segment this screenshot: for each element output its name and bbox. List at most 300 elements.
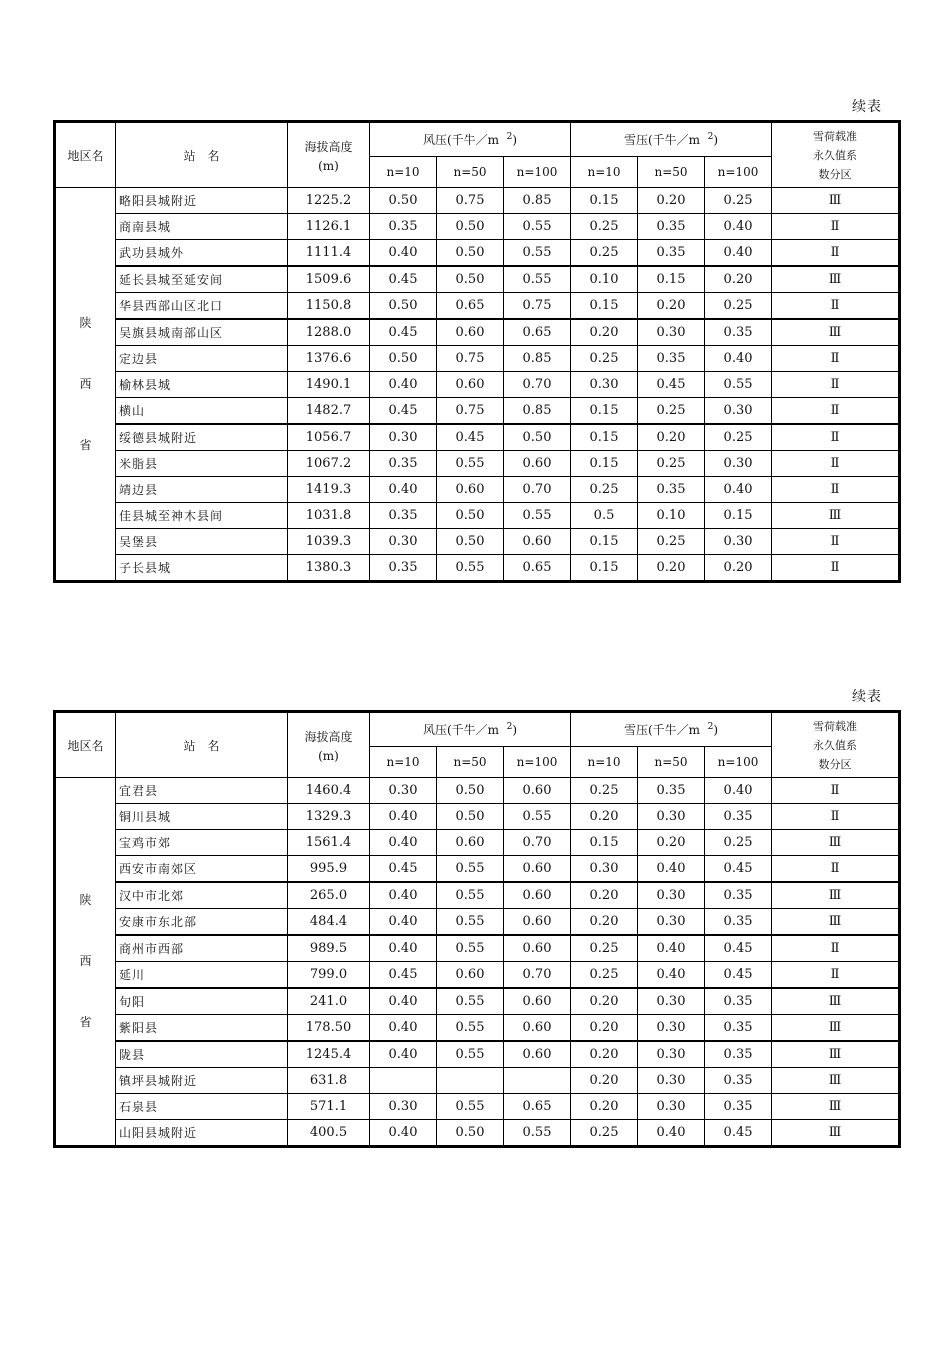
table-row	[55, 882, 900, 909]
wind-10-value: 0.35	[370, 503, 437, 529]
wind-50-value: 0.55	[437, 1041, 504, 1068]
snow-zone-value: Ⅱ	[772, 804, 900, 830]
table-row	[55, 372, 900, 398]
wind-100-value: 0.60	[504, 882, 571, 909]
header-wind-label: 风压(千牛／m	[422, 133, 499, 147]
snow-zone-value: Ⅲ	[772, 830, 900, 856]
header-snow-sup: 2	[707, 722, 714, 732]
table-row	[55, 424, 900, 451]
wind-50-value: 0.55	[437, 882, 504, 909]
snow-10-value: 0.15	[571, 451, 638, 477]
snow-zone-value: Ⅱ	[772, 293, 900, 320]
header-altitude	[288, 712, 370, 778]
table-row	[55, 962, 900, 989]
table-row	[55, 293, 900, 320]
header-region: 地区名	[55, 712, 116, 778]
station-name: 镇坪县城附近	[116, 1068, 288, 1094]
station-name: 陇县	[116, 1041, 288, 1068]
snow-10-value: 0.25	[571, 477, 638, 503]
station-name: 商南县城	[116, 214, 288, 240]
wind-50-value: 0.55	[437, 988, 504, 1015]
header-row	[55, 712, 900, 747]
snow-zone-value: Ⅱ	[772, 451, 900, 477]
snow-50-value: 0.30	[638, 1068, 705, 1094]
wind-100-value: 0.60	[504, 529, 571, 555]
wind-100-value: 0.75	[504, 293, 571, 320]
wind-50-value: 0.75	[437, 188, 504, 214]
snow-50-value: 0.30	[638, 882, 705, 909]
wind-10-value: 0.45	[370, 398, 437, 425]
wind-100-value: 0.60	[504, 451, 571, 477]
station-name: 延川	[116, 962, 288, 989]
snow-10-value: 0.20	[571, 988, 638, 1015]
header-wind-n100: n=100	[504, 747, 571, 778]
header-snow-n10: n=10	[571, 157, 638, 188]
snow-10-value: 0.20	[571, 1015, 638, 1042]
station-name: 铜川县城	[116, 804, 288, 830]
wind-50-value: 0.50	[437, 503, 504, 529]
snow-50-value: 0.25	[638, 398, 705, 425]
wind-10-value: 0.40	[370, 830, 437, 856]
wind-10-value: 0.45	[370, 266, 437, 293]
header-snow-group	[571, 122, 772, 157]
snow-10-value: 0.20	[571, 1068, 638, 1094]
snow-50-value: 0.30	[638, 319, 705, 346]
wind-10-value: 0.40	[370, 882, 437, 909]
snow-zone-value: Ⅱ	[772, 372, 900, 398]
snow-100-value: 0.20	[705, 266, 772, 293]
header-snow-zone	[772, 122, 900, 188]
header-wind-n100: n=100	[504, 157, 571, 188]
snow-zone-value: Ⅱ	[772, 962, 900, 989]
header-wind-paren: )	[512, 133, 518, 147]
wind-10-value: 0.45	[370, 962, 437, 989]
header-altitude-unit: (m)	[318, 158, 339, 173]
table-tag-continued: 续表	[852, 99, 882, 115]
wind-100-value: 0.60	[504, 1015, 571, 1042]
station-name: 宜君县	[116, 778, 288, 804]
wind-100-value: 0.85	[504, 398, 571, 425]
wind-100-value: 0.60	[504, 909, 571, 936]
snow-zone-value: Ⅲ	[772, 882, 900, 909]
table-row	[55, 988, 900, 1015]
header-altitude-unit: (m)	[318, 748, 339, 763]
altitude-value: 1111.4	[288, 240, 370, 267]
snow-10-value: 0.25	[571, 935, 638, 962]
snow-50-value: 0.30	[638, 988, 705, 1015]
snow-100-value: 0.40	[705, 477, 772, 503]
altitude-value: 1380.3	[288, 555, 370, 582]
snow-10-value: 0.25	[571, 346, 638, 372]
wind-10-value: 0.50	[370, 293, 437, 320]
wind-100-value: 0.65	[504, 319, 571, 346]
region-char: 省	[79, 1015, 92, 1029]
wind-100-value: 0.55	[504, 1120, 571, 1147]
wind-10-value: 0.40	[370, 477, 437, 503]
snow-zone-value: Ⅲ	[772, 1120, 900, 1147]
snow-10-value: 0.15	[571, 424, 638, 451]
wind-10-value: 0.40	[370, 909, 437, 936]
wind-50-value: 0.55	[437, 451, 504, 477]
snow-10-value: 0.25	[571, 240, 638, 267]
wind-10-value: 0.45	[370, 319, 437, 346]
snow-zone-value: Ⅱ	[772, 424, 900, 451]
snow-100-value: 0.25	[705, 830, 772, 856]
altitude-value: 1329.3	[288, 804, 370, 830]
wind-50-value: 0.75	[437, 346, 504, 372]
header-snow-paren: )	[713, 723, 719, 737]
header-region: 地区名	[55, 122, 116, 188]
snow-50-value: 0.40	[638, 856, 705, 883]
altitude-value: 1031.8	[288, 503, 370, 529]
header-wind-paren: )	[512, 723, 518, 737]
wind-100-value: 0.65	[504, 555, 571, 582]
table-row	[55, 935, 900, 962]
wind-10-value: 0.40	[370, 1041, 437, 1068]
altitude-value: 1150.8	[288, 293, 370, 320]
header-snow-zone	[772, 712, 900, 778]
altitude-value: 1288.0	[288, 319, 370, 346]
table-row	[55, 266, 900, 293]
wind-10-value: 0.40	[370, 372, 437, 398]
wind-50-value: 0.50	[437, 266, 504, 293]
wind-10-value: 0.40	[370, 1120, 437, 1147]
snow-50-value: 0.30	[638, 1094, 705, 1120]
header-snow-zone-line: 永久值系	[813, 148, 858, 162]
altitude-value: 1245.4	[288, 1041, 370, 1068]
snow-50-value: 0.35	[638, 477, 705, 503]
snow-100-value: 0.25	[705, 424, 772, 451]
wind-10-value: 0.30	[370, 778, 437, 804]
wind-100-value: 0.55	[504, 503, 571, 529]
wind-100-value: 0.55	[504, 214, 571, 240]
table-row	[55, 1094, 900, 1120]
snow-zone-value: Ⅱ	[772, 240, 900, 267]
station-name: 米脂县	[116, 451, 288, 477]
wind-10-value: 0.40	[370, 935, 437, 962]
wind-100-value	[504, 1068, 571, 1094]
table-row	[55, 856, 900, 883]
snow-zone-value: Ⅲ	[772, 988, 900, 1015]
wind-50-value: 0.55	[437, 909, 504, 936]
header-snow-zone-line: 雪荷载准	[813, 719, 858, 733]
altitude-value: 1482.7	[288, 398, 370, 425]
altitude-value: 1056.7	[288, 424, 370, 451]
header-snow-n50: n=50	[638, 157, 705, 188]
wind-50-value: 0.45	[437, 424, 504, 451]
snow-100-value: 0.40	[705, 778, 772, 804]
altitude-value: 1039.3	[288, 529, 370, 555]
wind-100-value: 0.85	[504, 346, 571, 372]
snow-10-value: 0.25	[571, 214, 638, 240]
wind-50-value: 0.50	[437, 804, 504, 830]
altitude-value: 631.8	[288, 1068, 370, 1094]
snow-100-value: 0.35	[705, 1015, 772, 1042]
snow-50-value: 0.10	[638, 503, 705, 529]
snow-zone-value: Ⅲ	[772, 1094, 900, 1120]
wind-50-value: 0.60	[437, 830, 504, 856]
altitude-value: 1490.1	[288, 372, 370, 398]
station-name: 武功县城外	[116, 240, 288, 267]
table-row	[55, 1120, 900, 1147]
station-name: 西安市南郊区	[116, 856, 288, 883]
snow-50-value: 0.30	[638, 1015, 705, 1042]
wind-100-value: 0.55	[504, 240, 571, 267]
snow-zone-value: Ⅱ	[772, 529, 900, 555]
snow-10-value: 0.15	[571, 293, 638, 320]
header-wind-sup: 2	[506, 132, 513, 142]
wind-100-value: 0.60	[504, 988, 571, 1015]
wind-50-value: 0.60	[437, 372, 504, 398]
header-wind-group	[370, 122, 571, 157]
wind-50-value: 0.55	[437, 1015, 504, 1042]
wind-50-value	[437, 1068, 504, 1094]
station-name: 绥德县城附近	[116, 424, 288, 451]
snow-100-value: 0.30	[705, 398, 772, 425]
header-altitude-label: 海拔高度	[304, 729, 353, 744]
snow-zone-value: Ⅲ	[772, 503, 900, 529]
wind-10-value: 0.40	[370, 240, 437, 267]
header-snow-n100: n=100	[705, 747, 772, 778]
snow-50-value: 0.25	[638, 529, 705, 555]
snow-100-value: 0.35	[705, 1041, 772, 1068]
altitude-value: 400.5	[288, 1120, 370, 1147]
snow-10-value: 0.15	[571, 188, 638, 214]
snow-50-value: 0.35	[638, 778, 705, 804]
snow-50-value: 0.40	[638, 962, 705, 989]
altitude-value: 484.4	[288, 909, 370, 936]
snow-10-value: 0.15	[571, 398, 638, 425]
snow-100-value: 0.35	[705, 882, 772, 909]
snow-zone-value: Ⅲ	[772, 909, 900, 936]
snow-100-value: 0.55	[705, 372, 772, 398]
table-row	[55, 529, 900, 555]
header-snow-zone-line: 数分区	[818, 167, 852, 181]
station-name: 吴堡县	[116, 529, 288, 555]
wind-10-value: 0.30	[370, 1094, 437, 1120]
header-altitude	[288, 122, 370, 188]
wind-50-value: 0.50	[437, 529, 504, 555]
snow-50-value: 0.35	[638, 214, 705, 240]
wind-100-value: 0.55	[504, 804, 571, 830]
station-name: 宝鸡市郊	[116, 830, 288, 856]
snow-50-value: 0.20	[638, 424, 705, 451]
snow-10-value: 0.20	[571, 909, 638, 936]
wind-50-value: 0.50	[437, 214, 504, 240]
table-row	[55, 477, 900, 503]
header-wind-sup: 2	[506, 722, 513, 732]
table-tag-continued: 续表	[852, 689, 882, 705]
table-row	[55, 398, 900, 425]
altitude-value: 1561.4	[288, 830, 370, 856]
wind-10-value: 0.30	[370, 529, 437, 555]
altitude-value: 265.0	[288, 882, 370, 909]
snow-100-value: 0.40	[705, 240, 772, 267]
header-wind-label: 风压(千牛／m	[422, 723, 499, 737]
snow-50-value: 0.40	[638, 935, 705, 962]
table-row	[55, 804, 900, 830]
header-snow-zone-line: 数分区	[818, 757, 852, 771]
snow-10-value: 0.20	[571, 882, 638, 909]
header-wind-group	[370, 712, 571, 747]
wind-10-value: 0.35	[370, 555, 437, 582]
altitude-value: 1126.1	[288, 214, 370, 240]
snow-50-value: 0.20	[638, 555, 705, 582]
snow-100-value: 0.45	[705, 962, 772, 989]
wind-50-value: 0.75	[437, 398, 504, 425]
snow-50-value: 0.30	[638, 804, 705, 830]
station-name: 靖边县	[116, 477, 288, 503]
snow-zone-value: Ⅱ	[772, 778, 900, 804]
wind-100-value: 0.60	[504, 935, 571, 962]
snow-50-value: 0.20	[638, 188, 705, 214]
header-snow-paren: )	[713, 133, 719, 147]
wind-50-value: 0.50	[437, 778, 504, 804]
header-row	[55, 122, 900, 157]
table-row	[55, 240, 900, 267]
wind-50-value: 0.50	[437, 240, 504, 267]
table-row	[55, 188, 900, 214]
snow-zone-value: Ⅱ	[772, 346, 900, 372]
station-name: 华县西部山区北口	[116, 293, 288, 320]
station-name: 略阳县城附近	[116, 188, 288, 214]
wind-10-value: 0.50	[370, 188, 437, 214]
wind-100-value: 0.70	[504, 962, 571, 989]
table-row	[55, 778, 900, 804]
station-name: 佳县城至神木县间	[116, 503, 288, 529]
snow-100-value: 0.25	[705, 188, 772, 214]
snow-zone-value: Ⅲ	[772, 188, 900, 214]
header-snow-label: 雪压(千牛／m	[623, 133, 701, 147]
snow-50-value: 0.20	[638, 293, 705, 320]
region-cell	[55, 188, 116, 582]
snow-10-value: 0.15	[571, 830, 638, 856]
snow-10-value: 0.5	[571, 503, 638, 529]
altitude-value: 178.50	[288, 1015, 370, 1042]
snow-100-value: 0.40	[705, 346, 772, 372]
snow-zone-value: Ⅲ	[772, 1041, 900, 1068]
wind-100-value: 0.85	[504, 188, 571, 214]
snow-zone-value: Ⅲ	[772, 266, 900, 293]
snow-100-value: 0.35	[705, 909, 772, 936]
wind-100-value: 0.60	[504, 778, 571, 804]
header-wind-n50: n=50	[437, 747, 504, 778]
header-snow-zone-line: 永久值系	[813, 738, 858, 752]
altitude-value: 1225.2	[288, 188, 370, 214]
station-name: 旬阳	[116, 988, 288, 1015]
snow-zone-value: Ⅱ	[772, 935, 900, 962]
wind-100-value: 0.60	[504, 1041, 571, 1068]
snow-50-value: 0.35	[638, 346, 705, 372]
snow-10-value: 0.20	[571, 319, 638, 346]
wind-50-value: 0.60	[437, 319, 504, 346]
table-row	[55, 555, 900, 582]
table-row	[55, 830, 900, 856]
snow-10-value: 0.15	[571, 529, 638, 555]
wind-10-value: 0.40	[370, 1015, 437, 1042]
wind-10-value: 0.45	[370, 856, 437, 883]
snow-50-value: 0.20	[638, 830, 705, 856]
header-snow-group	[571, 712, 772, 747]
region-char: 西	[79, 376, 92, 391]
wind-50-value: 0.55	[437, 935, 504, 962]
wind-10-value	[370, 1068, 437, 1094]
region-char: 省	[79, 437, 92, 452]
wind-10-value: 0.40	[370, 804, 437, 830]
header-station: 站 名	[116, 122, 288, 188]
snow-100-value: 0.35	[705, 319, 772, 346]
station-name: 定边县	[116, 346, 288, 372]
wind-100-value: 0.70	[504, 477, 571, 503]
snow-zone-value: Ⅲ	[772, 1068, 900, 1094]
snow-50-value: 0.30	[638, 1041, 705, 1068]
header-snow-sup: 2	[707, 132, 714, 142]
snow-10-value: 0.25	[571, 1120, 638, 1147]
wind-10-value: 0.40	[370, 988, 437, 1015]
snow-100-value: 0.25	[705, 293, 772, 320]
snow-50-value: 0.35	[638, 240, 705, 267]
snow-10-value: 0.20	[571, 1094, 638, 1120]
wind-10-value: 0.50	[370, 346, 437, 372]
snow-10-value: 0.20	[571, 1041, 638, 1068]
snow-100-value: 0.45	[705, 935, 772, 962]
table-row	[55, 1041, 900, 1068]
snow-100-value: 0.20	[705, 555, 772, 582]
station-name: 山阳县城附近	[116, 1120, 288, 1147]
wind-10-value: 0.35	[370, 451, 437, 477]
station-name: 子长县城	[116, 555, 288, 582]
station-name: 石泉县	[116, 1094, 288, 1120]
snow-zone-value: Ⅱ	[772, 398, 900, 425]
snow-100-value: 0.30	[705, 529, 772, 555]
snow-100-value: 0.45	[705, 856, 772, 883]
table-row	[55, 451, 900, 477]
table-row	[55, 214, 900, 240]
region-char: 陕	[79, 893, 92, 907]
snow-10-value: 0.30	[571, 856, 638, 883]
altitude-value: 241.0	[288, 988, 370, 1015]
station-name: 榆林县城	[116, 372, 288, 398]
station-name: 商州市西部	[116, 935, 288, 962]
snow-50-value: 0.30	[638, 909, 705, 936]
header-station: 站 名	[116, 712, 288, 778]
snow-zone-value: Ⅱ	[772, 555, 900, 582]
wind-10-value: 0.35	[370, 214, 437, 240]
snow-10-value: 0.10	[571, 266, 638, 293]
snow-100-value: 0.35	[705, 988, 772, 1015]
header-snow-n10: n=10	[571, 747, 638, 778]
data-table-2	[53, 710, 901, 1148]
snow-10-value: 0.20	[571, 804, 638, 830]
snow-50-value: 0.45	[638, 372, 705, 398]
station-name: 紫阳县	[116, 1015, 288, 1042]
snow-zone-value: Ⅲ	[772, 1015, 900, 1042]
table-row	[55, 1068, 900, 1094]
snow-100-value: 0.30	[705, 451, 772, 477]
station-name: 吴旗县城南部山区	[116, 319, 288, 346]
wind-10-value: 0.30	[370, 424, 437, 451]
wind-100-value: 0.65	[504, 1094, 571, 1120]
header-wind-n10: n=10	[370, 747, 437, 778]
header-snow-n50: n=50	[638, 747, 705, 778]
header-snow-zone-line: 雪荷载准	[813, 129, 858, 143]
station-name: 横山	[116, 398, 288, 425]
region-cell	[55, 778, 116, 1147]
altitude-value: 1509.6	[288, 266, 370, 293]
wind-50-value: 0.55	[437, 1094, 504, 1120]
altitude-value: 1067.2	[288, 451, 370, 477]
snow-100-value: 0.45	[705, 1120, 772, 1147]
